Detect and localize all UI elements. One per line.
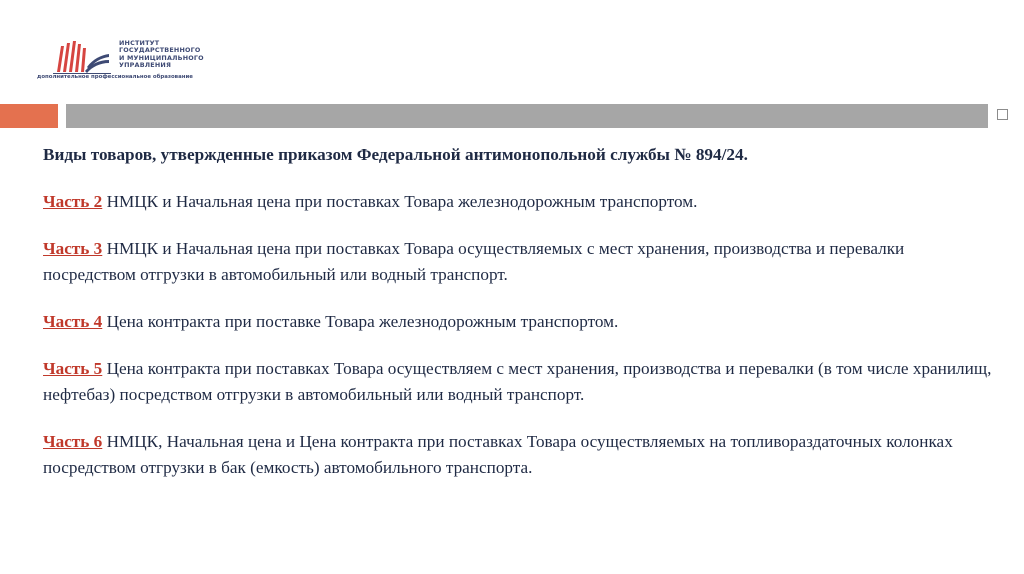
logo-line-4: УПРАВЛЕНИЯ <box>119 60 172 69</box>
logo-line-3: И МУНИЦИПАЛЬНОГО <box>119 53 204 62</box>
institute-logo <box>37 40 257 90</box>
document-body <box>43 142 993 502</box>
part-item-3 <box>43 236 993 288</box>
part-item-5 <box>43 356 993 408</box>
part-label: Часть 4 <box>43 312 103 331</box>
document-heading: Виды товаров, утвержденные приказом Федеральной антимонопольной службы № 894/24. <box>43 145 748 164</box>
part-text: НМЦК и Начальная цена при поставках Товара осуществляемых с мест хранения, производства и перевалки посредством отгрузки в автомобильный или водный транспорт. <box>43 239 905 284</box>
part-item-4 <box>43 309 993 335</box>
part-item-2 <box>43 189 993 215</box>
divider-bar <box>66 104 988 128</box>
part-label: Часть 6 <box>43 432 103 451</box>
part-text: Цена контракта при поставке Товара железнодорожным транспортом. <box>102 312 619 331</box>
part-text: НМЦК, Начальная цена и Цена контракта при поставках Товара осуществляемых на топливораздаточных колонках посредством отгрузки в бак (емкость) автомобильного транспорта. <box>43 432 953 477</box>
divider-square-icon <box>997 109 1008 120</box>
part-text: Цена контракта при поставках Товара осуществляем с мест хранения, производства и перевалки (в том числе хранилищ, нефтебаз) посредством отгрузки в автомобильный или водный транспорт. <box>43 359 992 404</box>
part-label: Часть 2 <box>43 192 103 211</box>
part-label: Часть 3 <box>43 239 103 258</box>
accent-bar <box>0 104 58 128</box>
part-text: НМЦК и Начальная цена при поставках Товара железнодорожным транспортом. <box>102 192 698 211</box>
logo-line-2: ГОСУДАРСТВЕННОГО <box>119 46 201 55</box>
part-item-6 <box>43 429 993 481</box>
logo-subtitle: дополнительное профессиональное образование <box>37 74 193 80</box>
logo-line-1: ИНСТИТУТ <box>119 39 160 47</box>
logo-text <box>119 40 204 69</box>
part-label: Часть 5 <box>43 359 103 378</box>
books-logo-icon <box>51 40 113 74</box>
